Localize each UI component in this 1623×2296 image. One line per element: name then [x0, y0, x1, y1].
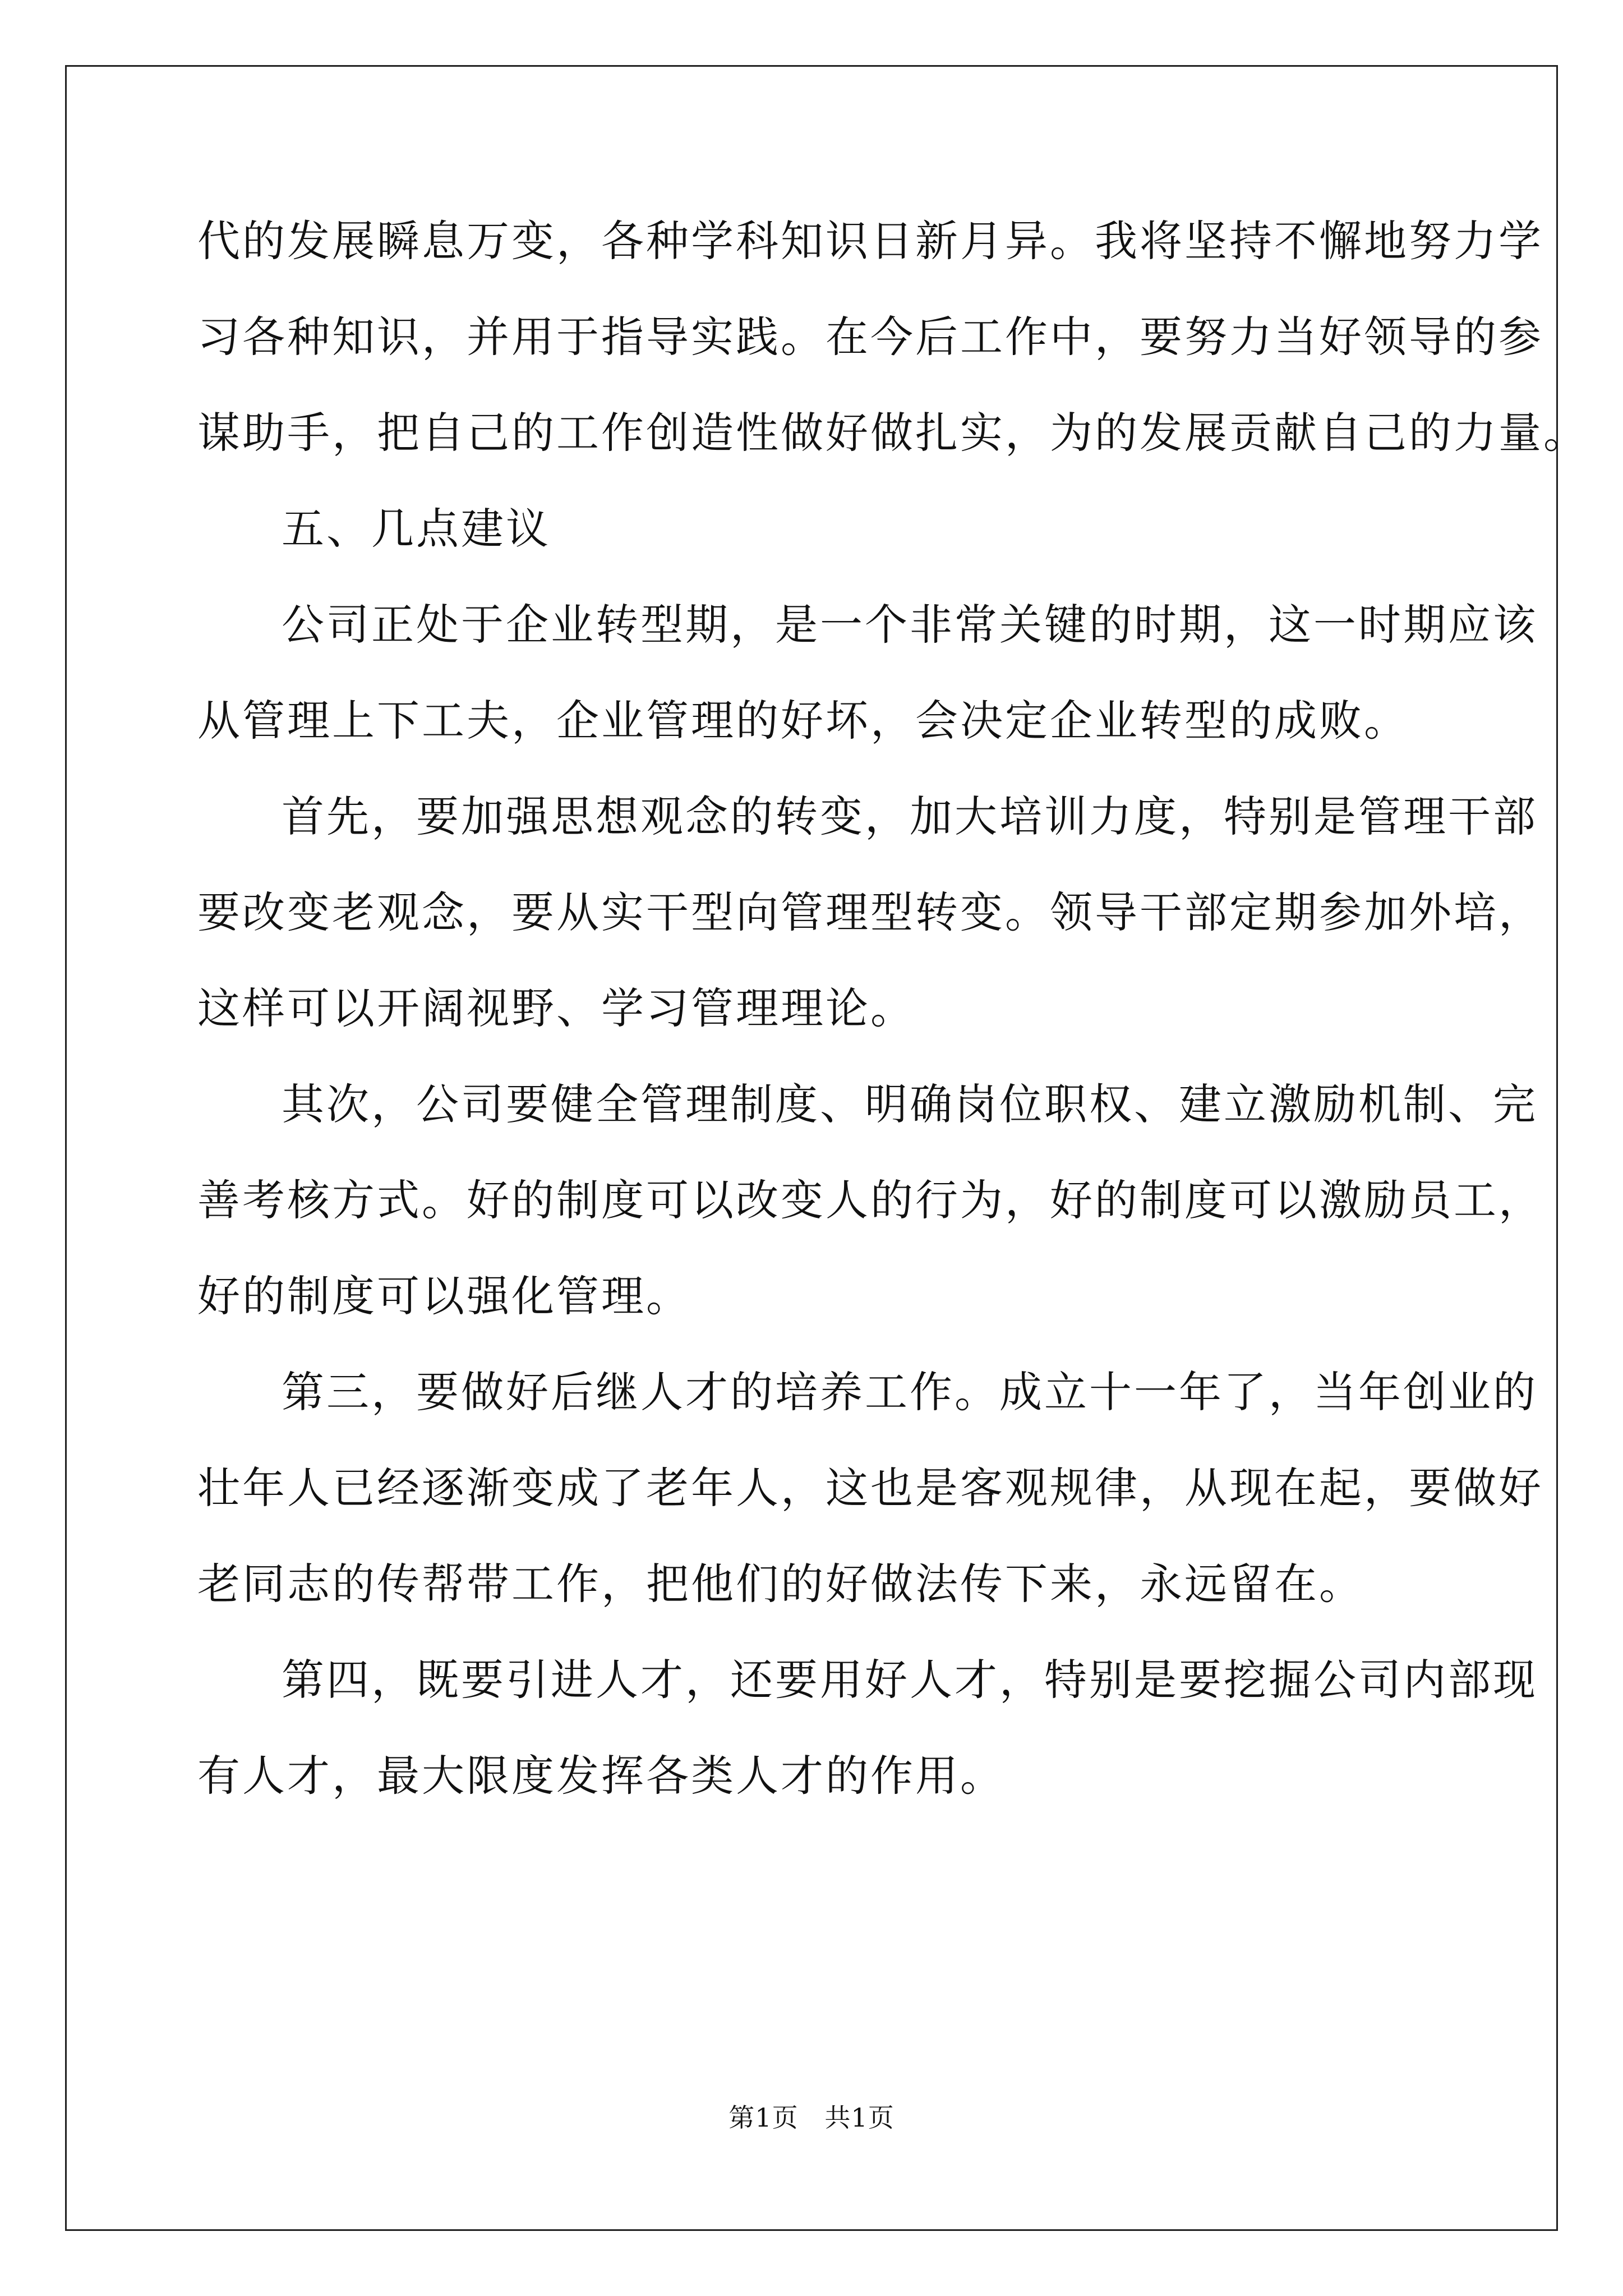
page-footer: 第1页 共1页 [728, 2102, 895, 2133]
section-heading: 五、几点建议 [282, 504, 551, 554]
text-line: 第三，要做好后继人才的培养工作。成立十一年了，当年创业的 [282, 1367, 1538, 1417]
text-line: 老同志的传帮带工作，把他们的好做法传下来，永远留在。 [197, 1559, 1364, 1609]
text-line: 善考核方式。好的制度可以改变人的行为，好的制度可以激励员工， [197, 1175, 1543, 1225]
text-line: 代的发展瞬息万变，各种学科知识日新月异。我将坚持不懈地努力学 [197, 216, 1543, 266]
text-line: 首先，要加强思想观念的转变，加大培训力度，特别是管理干部 [282, 792, 1538, 841]
text-line: 要改变老观念，要从实干型向管理型转变。领导干部定期参加外培， [197, 887, 1543, 937]
text-line: 公司正处于企业转型期，是一个非常关键的时期，这一时期应该 [282, 600, 1538, 650]
text-line: 谋助手，把自己的工作创造性做好做扎实，为的发展贡献自己的力量。 [197, 408, 1588, 458]
text-line: 有人才，最大限度发挥各类人才的作用。 [197, 1751, 1005, 1801]
text-line: 第四，既要引进人才，还要用好人才，特别是要挖掘公司内部现 [282, 1655, 1538, 1705]
text-line: 其次，公司要健全管理制度、明确岗位职权、建立激励机制、完 [282, 1079, 1538, 1129]
text-line: 习各种知识，并用于指导实践。在今后工作中，要努力当好领导的参 [197, 312, 1543, 362]
text-line: 从管理上下工夫，企业管理的好坏，会决定企业转型的成败。 [197, 696, 1409, 746]
text-line: 好的制度可以强化管理。 [197, 1271, 691, 1321]
text-line: 这样可以开阔视野、学习管理理论。 [197, 983, 915, 1033]
text-line: 壮年人已经逐渐变成了老年人，这也是客观规律，从现在起，要做好 [197, 1463, 1543, 1513]
document-body [197, 216, 1588, 1847]
